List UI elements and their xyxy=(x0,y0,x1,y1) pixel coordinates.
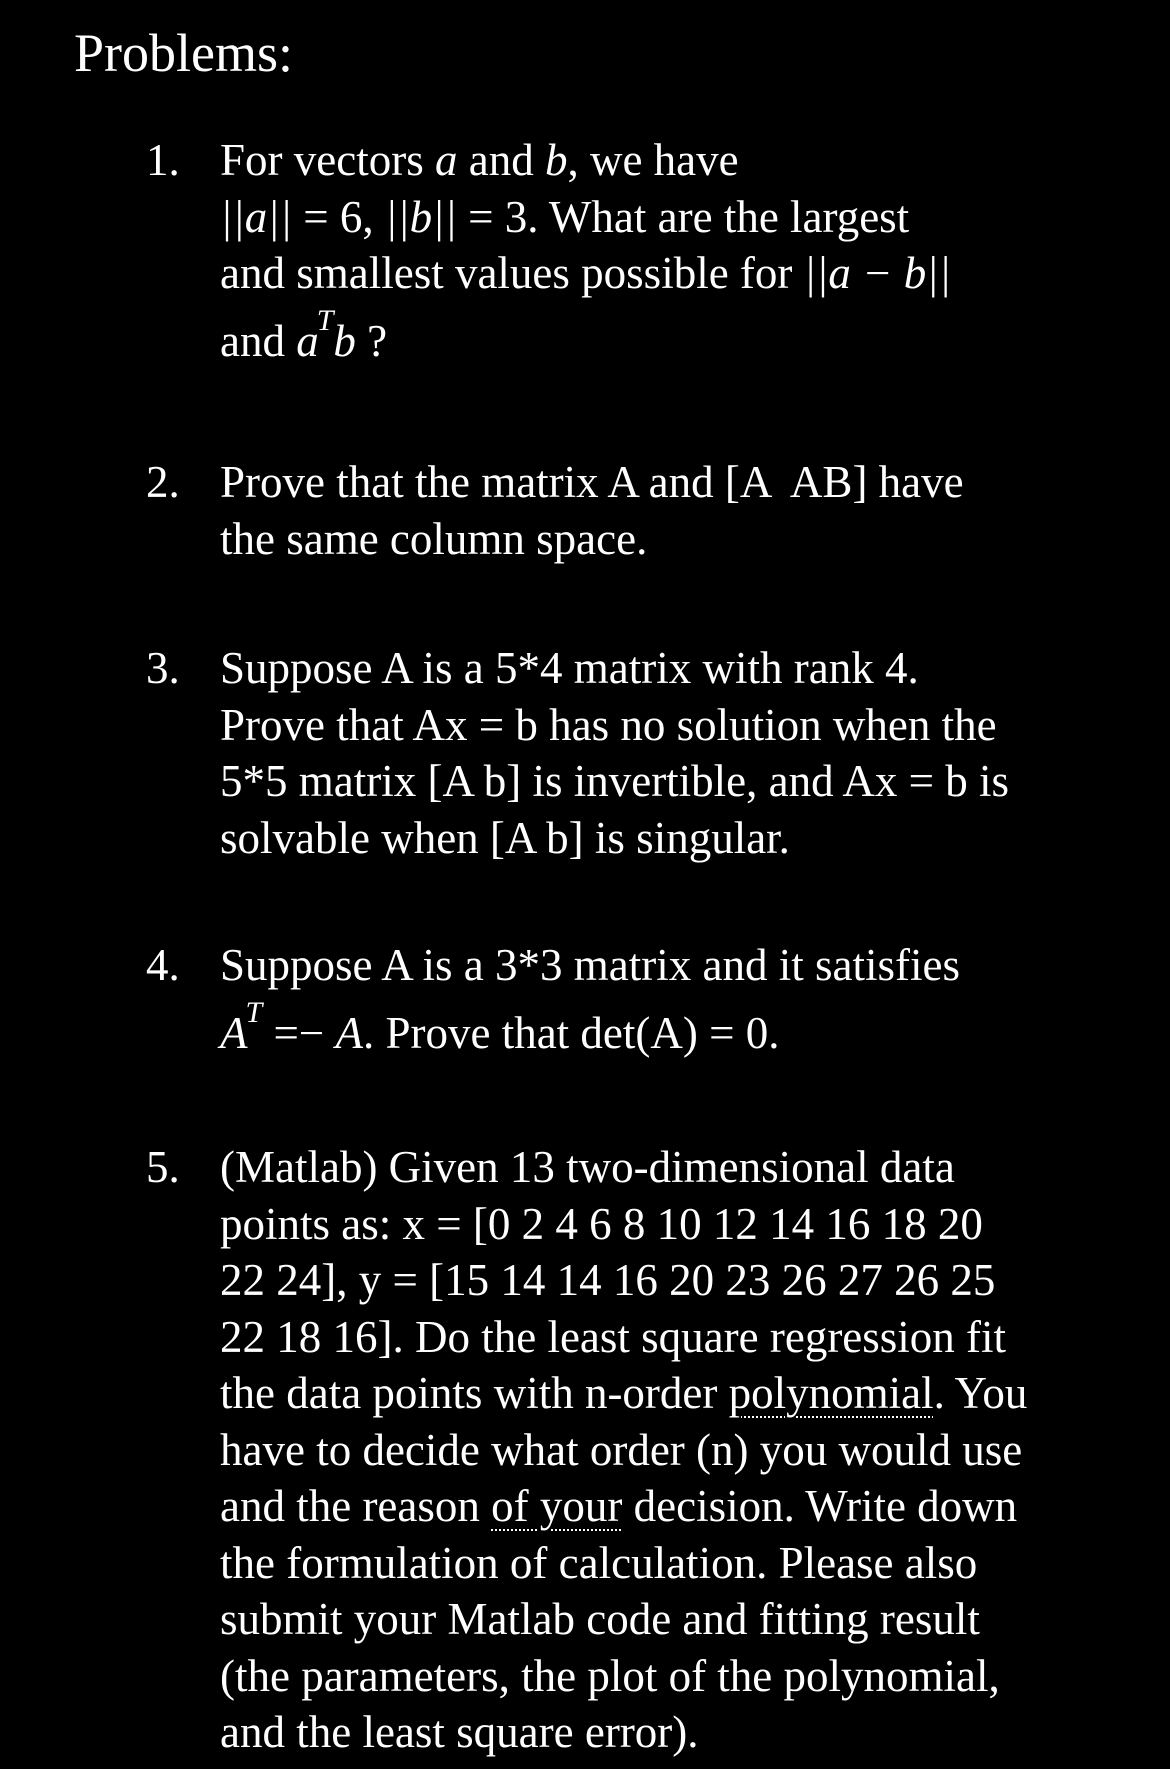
problem-line: Suppose A is a 3*3 matrix and it satisfies xyxy=(220,940,960,990)
problem-text xyxy=(220,937,1150,1078)
text-segment: . Prove that det(A) = 0. xyxy=(362,1007,780,1058)
problem-line xyxy=(220,245,1150,302)
math-symbol: a xyxy=(296,315,319,366)
problem-line: solvable when [A b] is singular. xyxy=(220,812,790,863)
problem-line xyxy=(220,994,1150,1078)
problem-text xyxy=(220,454,1150,567)
text-segment: 3. What are the largest xyxy=(504,191,910,242)
problem-line: 5*5 matrix [A b] is invertible, and Ax = b is xyxy=(220,756,1010,806)
problem-line xyxy=(220,132,1150,189)
text-segment: the data points with n-order xyxy=(220,1368,729,1418)
problem-line xyxy=(220,189,1150,246)
math-symbol: A xyxy=(335,1007,363,1058)
page-title: Problems: xyxy=(74,23,294,83)
problem-line: Suppose A is a 5*4 matrix with rank 4. xyxy=(220,643,919,693)
text-segment: decision. Write down xyxy=(622,1481,1018,1531)
text-segment: =− xyxy=(262,1007,336,1058)
problem-number: 3. xyxy=(146,643,180,693)
problem-text xyxy=(220,1139,1150,1761)
text-segment: = xyxy=(291,191,340,242)
math-expression: ||a|| xyxy=(220,191,292,242)
math-symbol: a xyxy=(434,135,458,185)
problem-number: 1. xyxy=(146,135,180,185)
problem-line xyxy=(220,302,1150,386)
problem-line: Prove that Ax = b has no solution when the xyxy=(220,699,997,750)
problem-line: 22 24], y = [15 14 14 16 20 23 26 27 26 25 xyxy=(220,1255,996,1305)
transpose-superscript: T xyxy=(316,303,334,337)
math-symbol: b xyxy=(544,135,568,185)
problem-line: submit your Matlab code and fitting result xyxy=(220,1594,980,1644)
problem-line: Prove that the matrix A and [A AB] have xyxy=(220,457,964,507)
problem-number: 4. xyxy=(146,940,180,990)
problem-line: the same column space. xyxy=(220,513,648,564)
math-expression: ||b|| xyxy=(384,191,457,242)
math-expression: ||a − b|| xyxy=(803,248,951,298)
problem-line xyxy=(220,1365,1150,1422)
text-segment: For vectors xyxy=(220,135,435,185)
problem-text xyxy=(220,132,1150,386)
math-symbol: A xyxy=(220,1007,248,1058)
problem-line: have to decide what order (n) you would use xyxy=(220,1424,1023,1475)
text-segment: and smallest values possible for xyxy=(220,248,804,298)
text-segment: 6, xyxy=(339,191,385,242)
problem-line: the formulation of calculation. Please also xyxy=(220,1537,978,1588)
problem-line: (the parameters, the plot of the polynomial, xyxy=(220,1650,1000,1701)
text-segment: and xyxy=(457,135,545,185)
transpose-superscript: T xyxy=(245,995,263,1029)
spellcheck-marked-word: polynomial xyxy=(728,1368,934,1418)
text-segment: . You xyxy=(933,1368,1028,1418)
problem-line: and the least square error). xyxy=(220,1707,699,1757)
problem-line: points as: x = [0 2 4 6 8 10 12 14 16 18 20 xyxy=(220,1198,983,1249)
text-segment: , we have xyxy=(567,135,739,185)
problem-text xyxy=(220,640,1150,866)
spellcheck-marked-phrase: of your xyxy=(491,1481,623,1531)
text-segment: and xyxy=(220,315,297,366)
problem-number: 5. xyxy=(146,1142,180,1192)
math-symbol: b xyxy=(333,315,356,366)
problem-line xyxy=(220,1478,1150,1535)
problem-number: 2. xyxy=(146,457,180,507)
text-segment: ? xyxy=(355,315,388,366)
text-segment: and the reason xyxy=(220,1481,492,1531)
problem-line: 22 18 16]. Do the least square regression fit xyxy=(220,1311,1007,1362)
text-segment: = xyxy=(456,191,505,242)
problem-line: (Matlab) Given 13 two-dimensional data xyxy=(220,1142,955,1192)
